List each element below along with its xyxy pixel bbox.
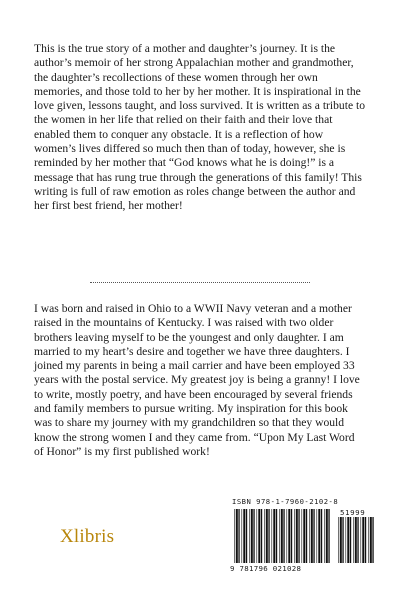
barcode-number: 9 781796 021028	[230, 564, 302, 573]
publisher-logo: Xlibris	[60, 526, 115, 547]
price-addon-code: 51999	[340, 508, 366, 517]
back-cover	[24, 24, 376, 576]
isbn-barcode-block	[230, 497, 376, 575]
barcode-icon	[234, 509, 332, 563]
author-bio: I was born and raised in Ohio to a WWII Navy veteran and a mother raised in the mountains of Kentucky. I was raised with two older brothers leaving myself to be the youngest and only daughter. I am married to my heart’s desire and together we have three daughters. I joined my parents in being a mail carrier and have been employed 33 years with the postal service. My greatest joy is being a granny! I love to write, mostly poetry, and have been encouraged by several friends and family members to pursue writing. My inspiration for this book was to share my journey with my grandchildren so that they would know the strong women I and they came from. “Upon My Last Word of Honor” is my first published work!	[34, 302, 360, 458]
book-blurb: This is the true story of a mother and daughter’s journey. It is the author’s memoir of her strong Appalachian mother and grandmother, the daughter’s recollections of these women through her own memories, and those told to her by her mother. It is inspirational in the love given, lessons taught, and loss survived. It is written as a tribute to the women in her life that relied on their faith and their love that enabled them to conquer any obstacle. It is a reflection of how women’s lives differed so much then than of today, however, she is reminded by her mother that “God knows what he is doing!” is a message that has rung true through the generations of this family! This writing is full of raw emotion as roles change between the author and her first best friend, her mother!	[34, 42, 366, 213]
addon-barcode-icon	[338, 517, 374, 563]
isbn-label: ISBN 978-1-7960-2102-8	[232, 497, 339, 506]
dotted-divider	[90, 282, 310, 283]
